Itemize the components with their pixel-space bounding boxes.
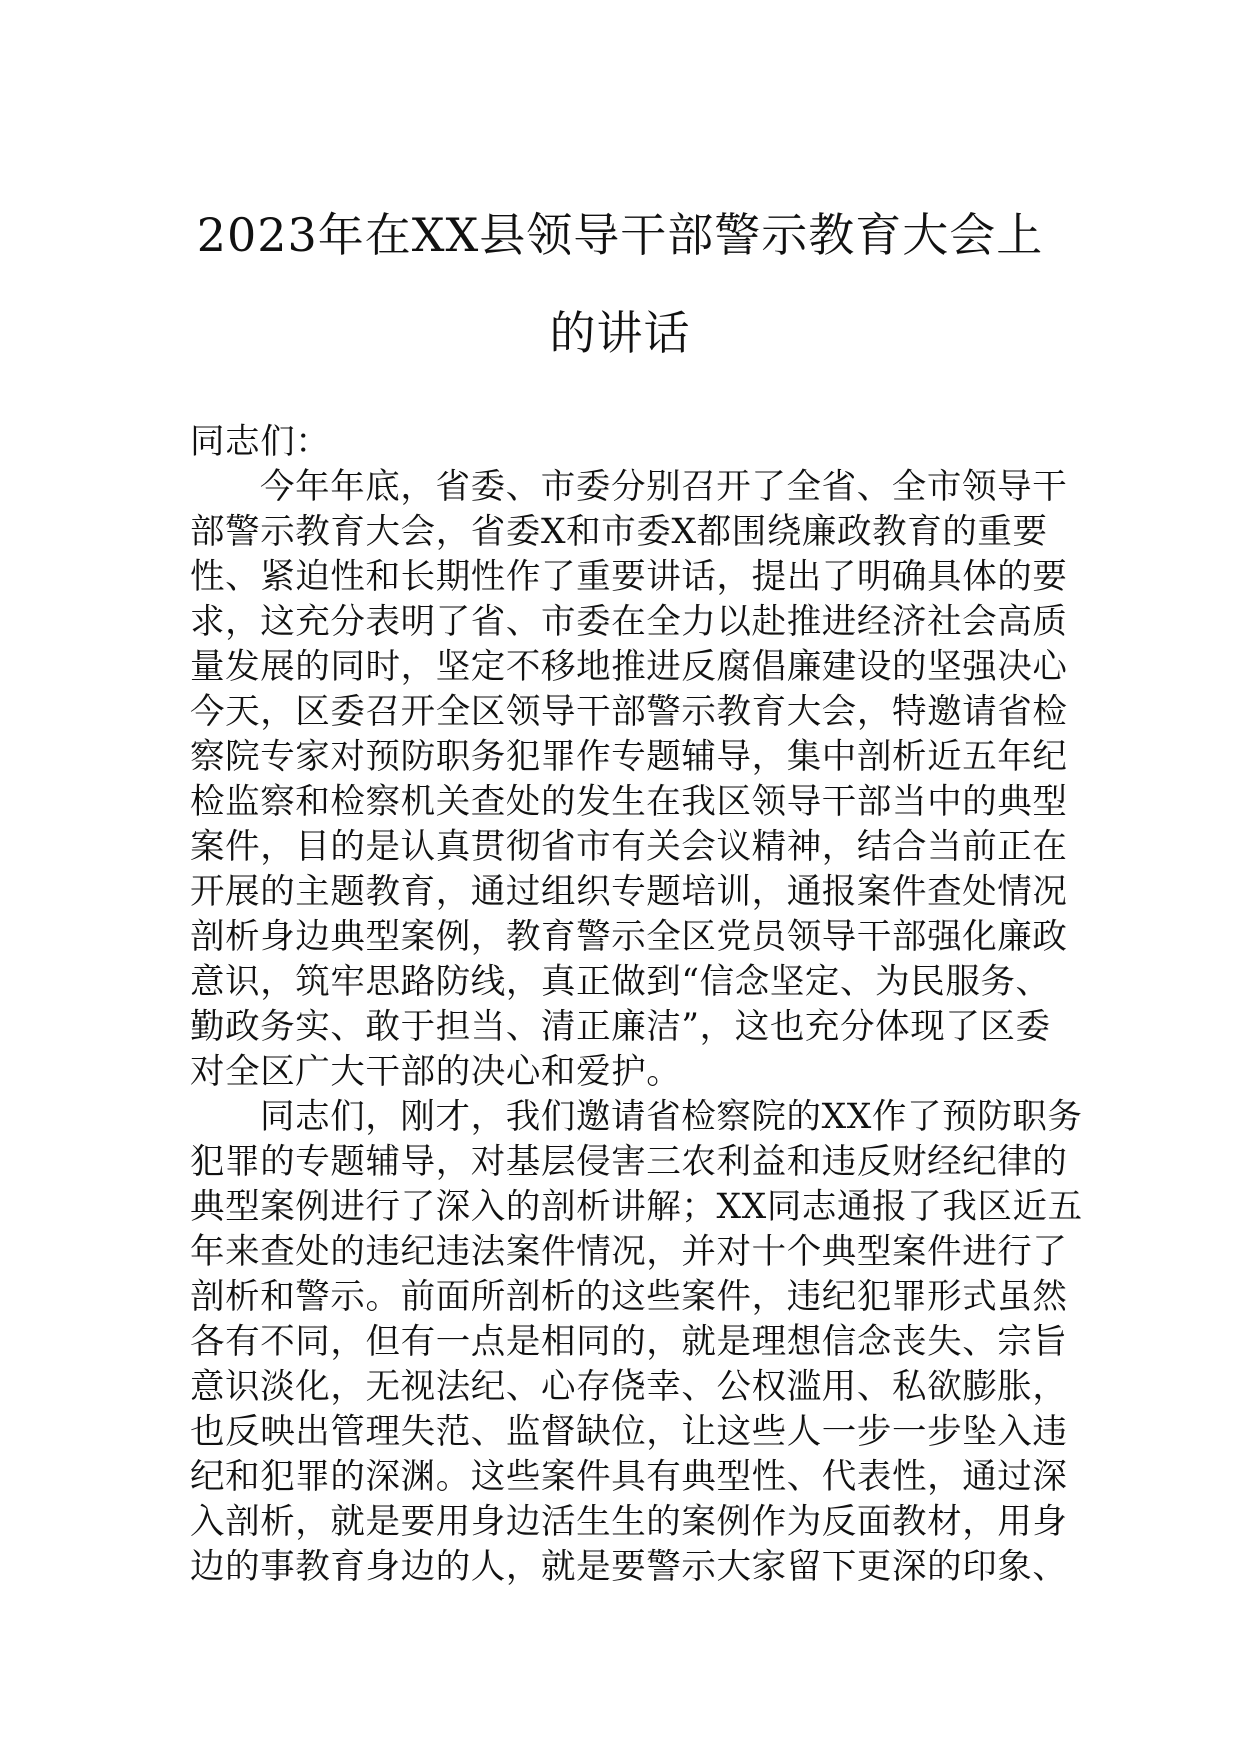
document-body <box>190 420 1083 1590</box>
body-line: 检监察和检察机关查处的发生在我区领导干部当中的典型 <box>190 782 1068 822</box>
body-line: 年来查处的违纪违法案件情况，并对十个典型案件进行了 <box>190 1232 1068 1272</box>
body-line: 部警示教育大会，省委X和市委X都围绕廉政教育的重要 <box>190 512 1048 552</box>
body-line: 量发展的同时，坚定不移地推进反腐倡廉建设的坚强决心 <box>190 647 1068 687</box>
body-line: 性、紧迫性和长期性作了重要讲话，提出了明确具体的要 <box>190 557 1068 597</box>
body-line: 也反映出管理失范、监督缺位，让这些人一步一步坠入违 <box>190 1412 1068 1452</box>
salutation: 同志们： <box>190 422 331 462</box>
body-line: 意识淡化，无视法纪、心存侥幸、公权滥用、私欲膨胀， <box>190 1367 1068 1407</box>
body-line: 察院专家对预防职务犯罪作专题辅导，集中剖析近五年纪 <box>190 737 1068 777</box>
body-line: 同志们，刚才，我们邀请省检察院的XX作了预防职务 <box>260 1097 1083 1137</box>
body-line: 今年年底，省委、市委分别召开了全省、全市领导干 <box>260 467 1068 507</box>
body-line: 今天，区委召开全区领导干部警示教育大会，特邀请省检 <box>190 692 1068 732</box>
body-line: 开展的主题教育，通过组织专题培训，通报案件查处情况 <box>190 872 1068 912</box>
title-line-1: 2023年在XX县领导干部警示教育大会上 <box>196 208 1044 262</box>
body-line: 入剖析，就是要用身边活生生的案例作为反面教材，用身 <box>190 1502 1068 1542</box>
body-line: 意识，筑牢思路防线，真正做到“信念坚定、为民服务、 <box>190 962 1051 1002</box>
title-line-2: 的讲话 <box>549 306 691 360</box>
body-line: 案件，目的是认真贯彻省市有关会议精神，结合当前正在 <box>190 827 1068 867</box>
body-line: 求，这充分表明了省、市委在全力以赴推进经济社会高质 <box>190 602 1068 642</box>
body-line: 对全区广大干部的决心和爱护。 <box>190 1052 682 1092</box>
body-line: 典型案例进行了深入的剖析讲解；XX同志通报了我区近五 <box>190 1187 1083 1227</box>
body-line: 勤政务实、敢于担当、清正廉洁”，这也充分体现了区委 <box>190 1007 1051 1047</box>
body-line: 剖析身边典型案例，教育警示全区党员领导干部强化廉政 <box>190 917 1068 957</box>
body-line: 犯罪的专题辅导，对基层侵害三农利益和违反财经纪律的 <box>190 1142 1068 1182</box>
body-line: 纪和犯罪的深渊。这些案件具有典型性、代表性，通过深 <box>190 1457 1068 1497</box>
body-line: 边的事教育身边的人，就是要警示大家留下更深的印象、 <box>190 1547 1068 1587</box>
body-line: 剖析和警示。前面所剖析的这些案件，违纪犯罪形式虽然 <box>190 1277 1068 1317</box>
body-line: 各有不同，但有一点是相同的，就是理想信念丧失、宗旨 <box>190 1322 1068 1362</box>
document-title <box>150 186 1090 382</box>
